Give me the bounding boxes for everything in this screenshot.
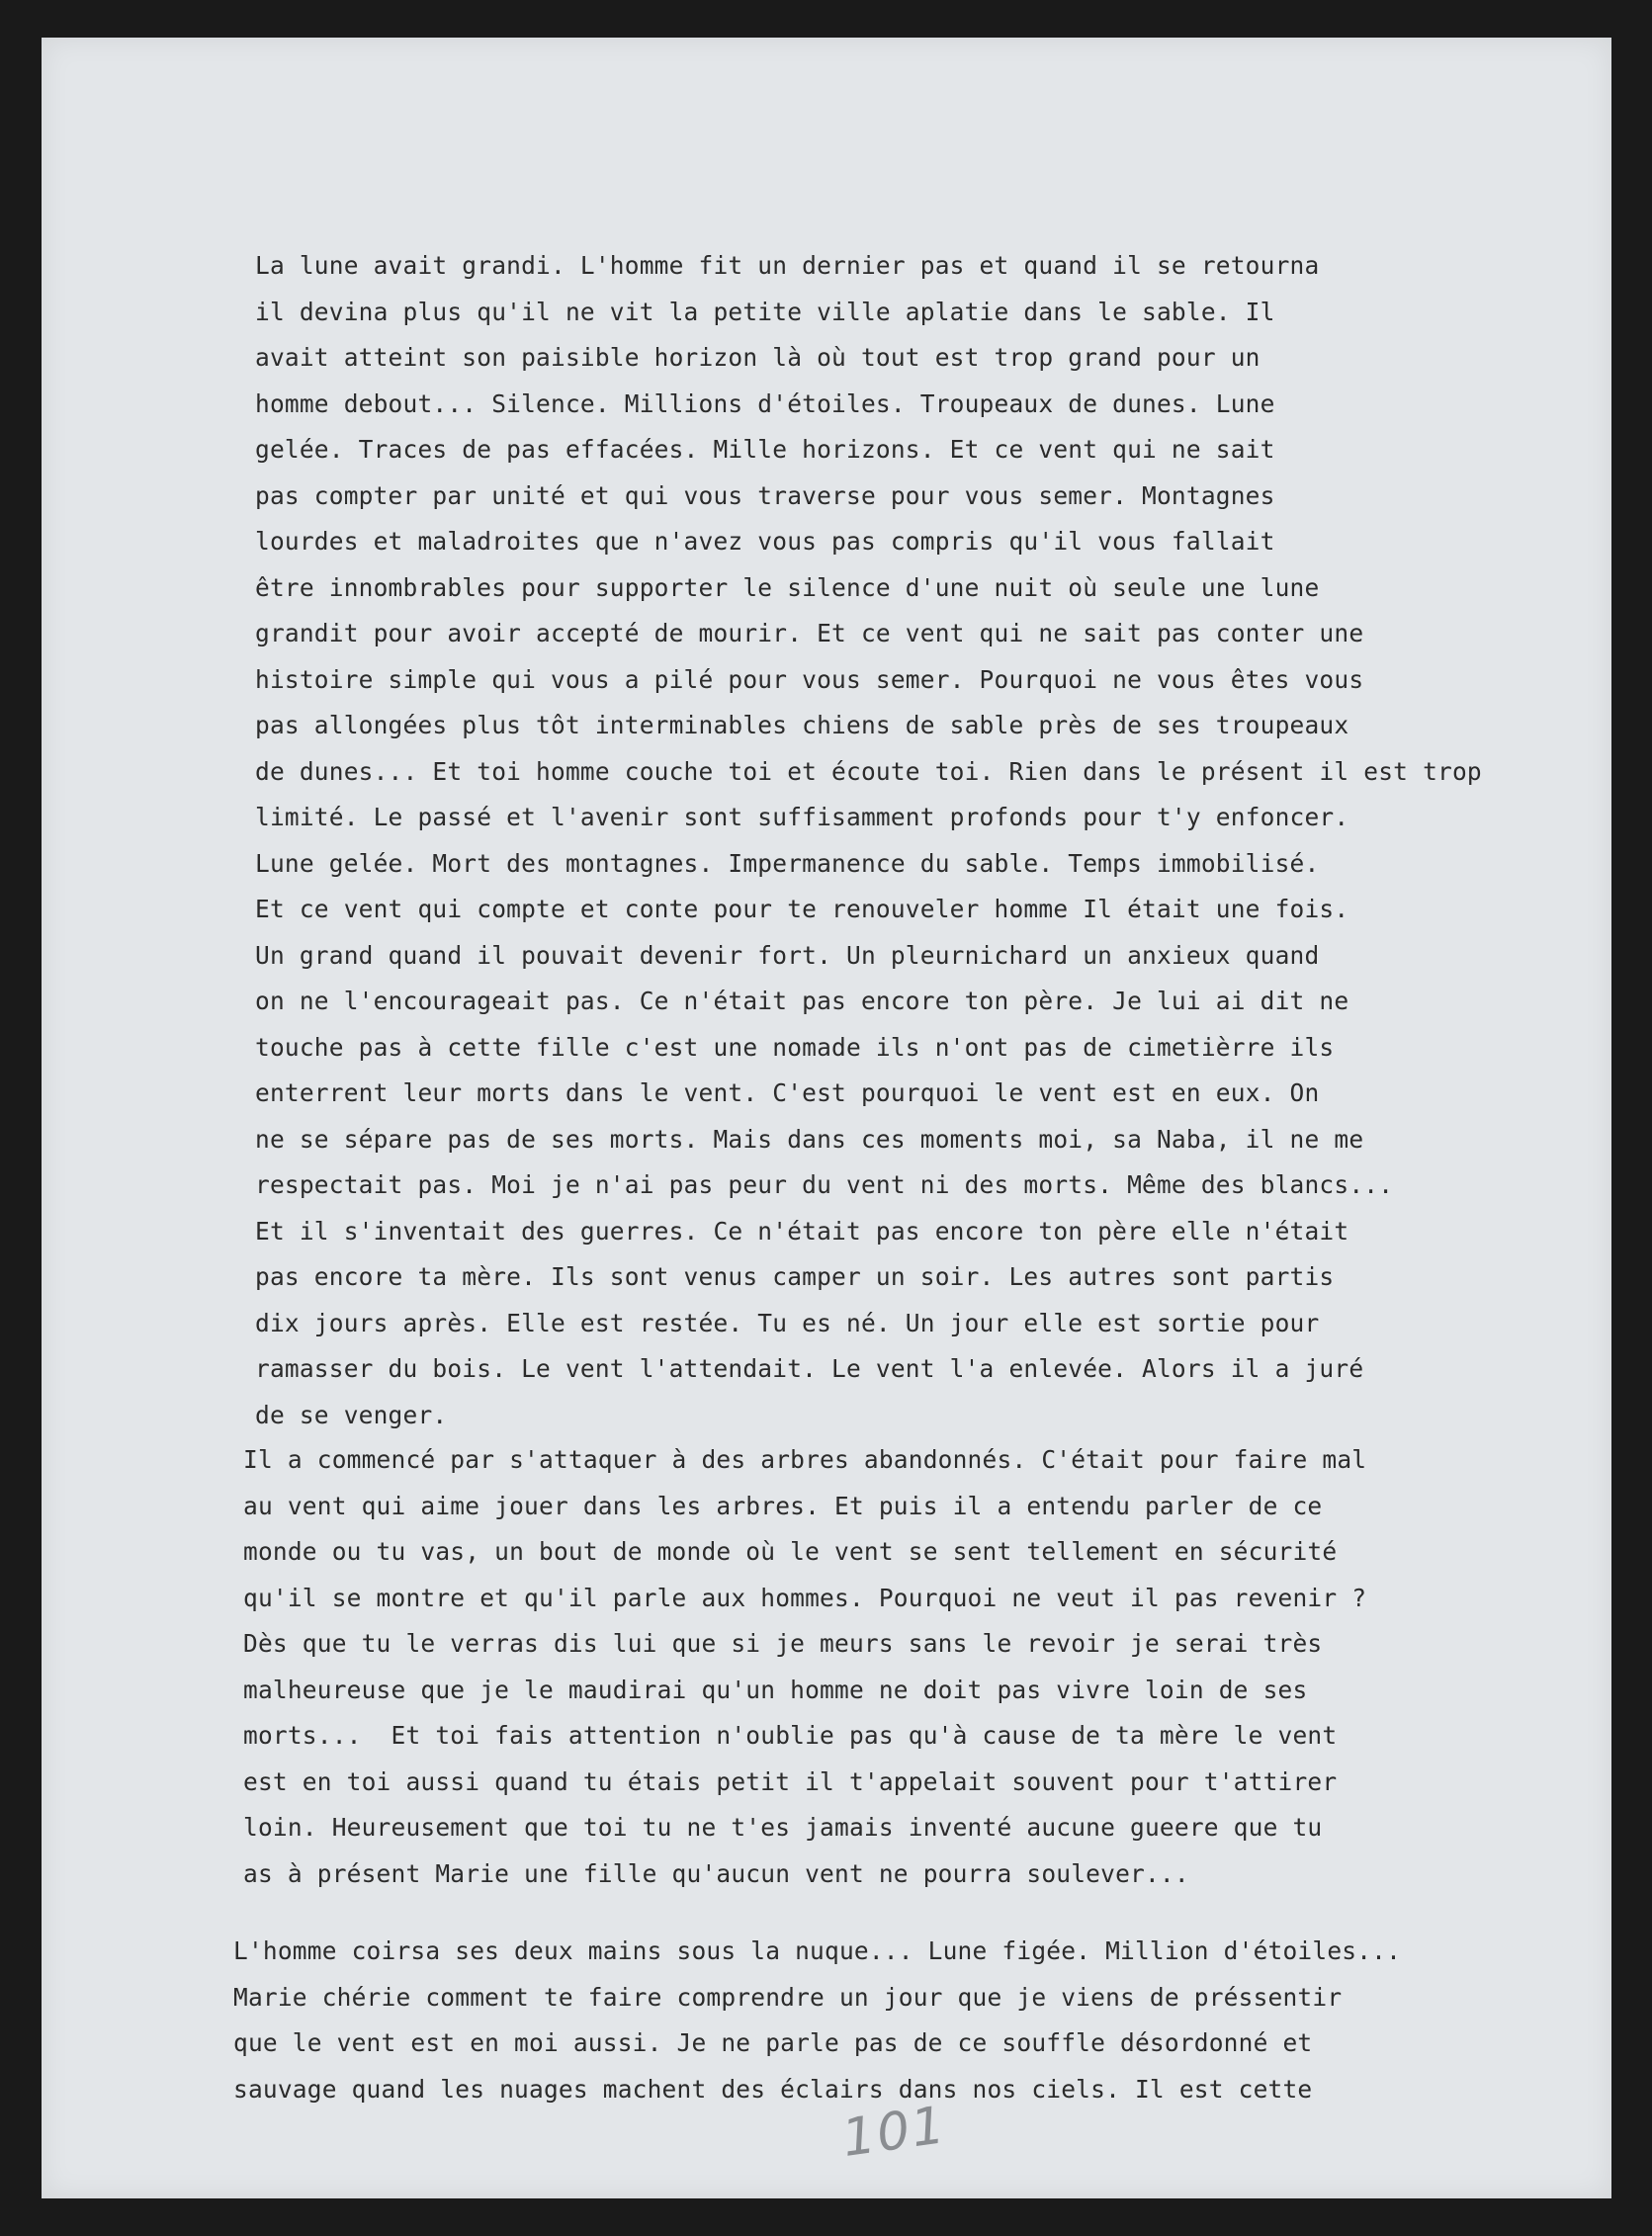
text-line: Marie chérie comment te faire comprendre un jour que je viens de préssentir <box>233 1982 1343 2012</box>
text-line: limité. Le passé et l'avenir sont suffisamment profonds pour t'y enfoncer. <box>255 803 1349 831</box>
paragraph-3 <box>233 1929 1558 2112</box>
text-line: touche pas à cette fille c'est une nomade ils n'ont pas de cimetièrre ils <box>255 1032 1335 1062</box>
paragraph-2 <box>243 1437 1568 1897</box>
text-line: L'homme coirsa ses deux mains sous la nuque... Lune figée. Million d'étoiles... <box>233 1936 1402 1965</box>
text-line: qu'il se montre et qu'il parle aux hommes. Pourquoi ne veut il pas revenir ? <box>243 1583 1367 1612</box>
text-line: malheureuse que je le maudirai qu'un homme ne doit pas vivre loin de ses <box>243 1675 1308 1704</box>
text-line: morts... Et toi fais attention n'oublie pas qu'à cause de ta mère le vent <box>243 1721 1338 1750</box>
text-line: sauvage quand les nuages machent des éclairs dans nos ciels. Il est cette <box>233 2074 1313 2104</box>
paragraph-1 <box>255 243 1580 1438</box>
text-line: de dunes... Et toi homme couche toi et écoute toi. Rien dans le présent il est trop <box>255 756 1482 786</box>
text-line: ne se sépare pas de ses morts. Mais dans ces moments moi, sa Naba, il ne me <box>255 1124 1364 1154</box>
text-line: La lune avait grandi. L'homme fit un dernier pas et quand il se retourna <box>255 251 1320 280</box>
text-line: Dès que tu le verras dis lui que si je meurs sans le revoir je serai très <box>243 1629 1323 1658</box>
text-line: homme debout... Silence. Millions d'étoiles. Troupeaux de dunes. Lune <box>255 388 1275 418</box>
text-line: as à présent Marie une fille qu'aucun vent ne pourra soulever... <box>243 1858 1189 1888</box>
text-line: respectait pas. Moi je n'ai pas peur du vent ni des morts. Même des blancs... <box>255 1170 1394 1199</box>
text-line: lourdes et maladroites que n'avez vous pas compris qu'il vous fallait <box>255 527 1275 556</box>
text-line: grandit pour avoir accepté de mourir. Et ce vent qui ne sait pas conter une <box>255 619 1364 647</box>
text-line: Lune gelée. Mort des montagnes. Impermanence du sable. Temps immobilisé. <box>255 848 1320 878</box>
text-line: loin. Heureusement que toi tu ne t'es jamais inventé aucune gueere que tu <box>243 1813 1323 1842</box>
text-line: Il a commencé par s'attaquer à des arbres abandonnés. C'était pour faire mal <box>243 1445 1367 1474</box>
text-line: on ne l'encourageait pas. Ce n'était pas encore ton père. Je lui ai dit ne <box>255 987 1349 1015</box>
text-line: Et ce vent qui compte et conte pour te renouveler homme Il était une fois. <box>255 895 1349 923</box>
text-line: gelée. Traces de pas effacées. Mille horizons. Et ce vent qui ne sait <box>255 435 1275 464</box>
text-line: avait atteint son paisible horizon là où tout est trop grand pour un <box>255 343 1261 372</box>
text-line: enterrent leur morts dans le vent. C'est pourquoi le vent est en eux. On <box>255 1078 1320 1107</box>
text-line: histoire simple qui vous a pilé pour vous semer. Pourquoi ne vous êtes vous <box>255 664 1364 694</box>
text-line: pas compter par unité et qui vous traverse pour vous semer. Montagnes <box>255 480 1275 510</box>
text-line: il devina plus qu'il ne vit la petite ville aplatie dans le sable. Il <box>255 297 1275 326</box>
text-line: pas encore ta mère. Ils sont venus camper un soir. Les autres sont partis <box>255 1262 1335 1291</box>
text-line: être innombrables pour supporter le silence d'une nuit où seule une lune <box>255 572 1320 602</box>
text-line: dix jours après. Elle est restée. Tu es né. Un jour elle est sortie pour <box>255 1308 1320 1337</box>
text-line: monde ou tu vas, un bout de monde où le vent se sent tellement en sécurité <box>243 1537 1338 1566</box>
handwritten-page-number: 101 <box>838 2095 950 2170</box>
text-line: Et il s'inventait des guerres. Ce n'était pas encore ton père elle n'était <box>255 1216 1349 1246</box>
text-line: pas allongées plus tôt interminables chiens de sable près de ses troupeaux <box>255 711 1349 739</box>
text-line: de se venger. <box>255 1400 448 1429</box>
text-line: est en toi aussi quand tu étais petit il t'appelait souvent pour t'attirer <box>243 1766 1338 1796</box>
text-line: ramasser du bois. Le vent l'attendait. Le vent l'a enlevée. Alors il a juré <box>255 1354 1364 1383</box>
text-line: au vent qui aime jouer dans les arbres. Et puis il a entendu parler de ce <box>243 1491 1323 1520</box>
text-line: que le vent est en moi aussi. Je ne parle pas de ce souffle désordonné et <box>233 2028 1313 2057</box>
text-line: Un grand quand il pouvait devenir fort. Un pleurnichard un anxieux quand <box>255 940 1320 970</box>
